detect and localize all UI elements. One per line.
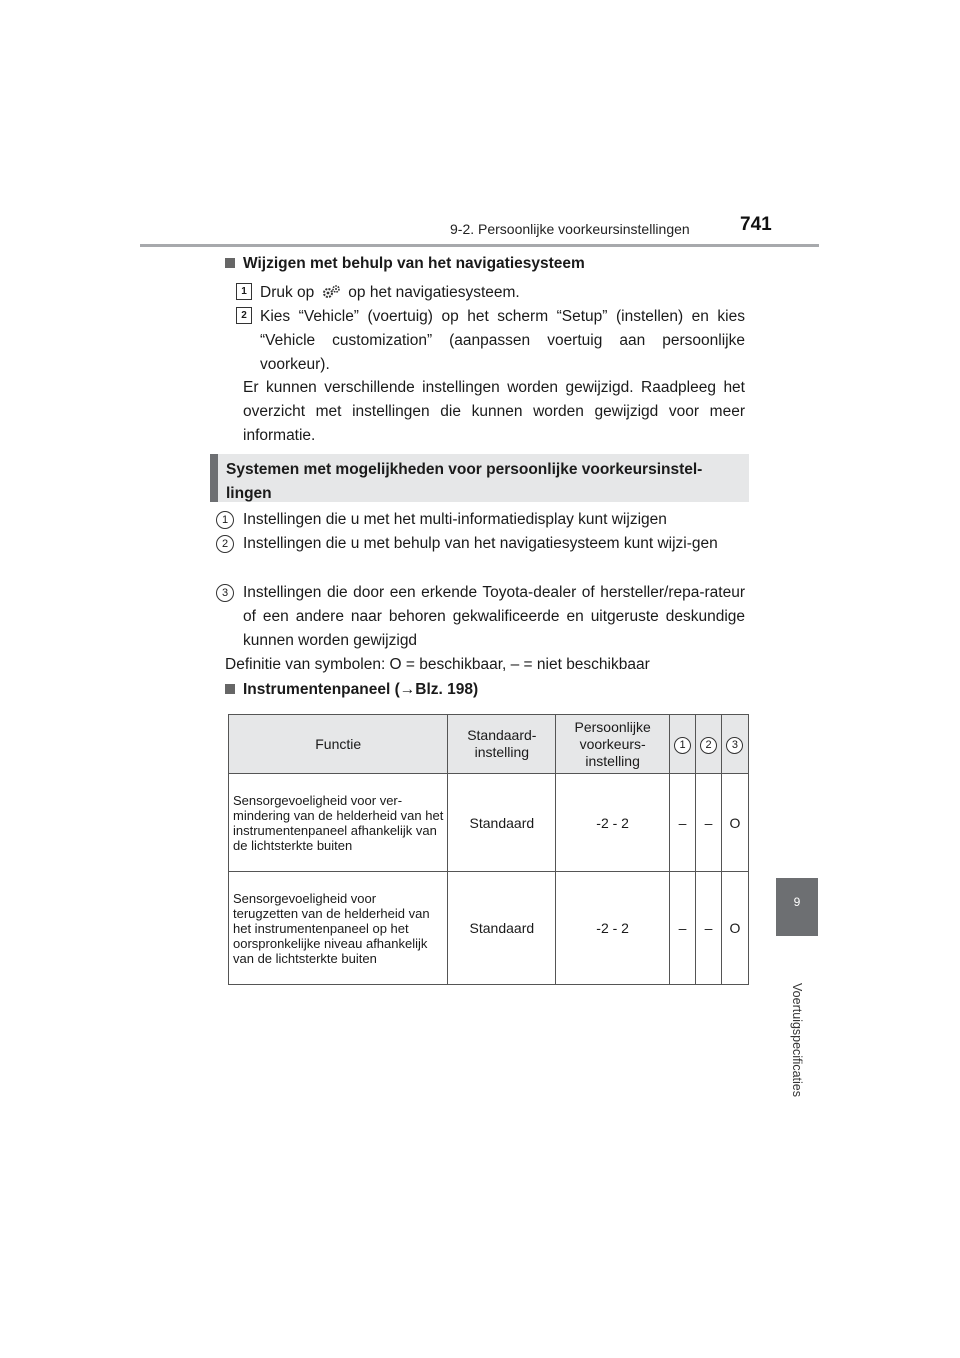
col-3: 3 xyxy=(721,715,748,774)
col-functie: Functie xyxy=(229,715,448,774)
instrument-panel-heading: Instrumentenpaneel (→Blz. 198) xyxy=(225,681,478,699)
cell-functie: Sensorgevoeligheid voor ver-mindering van de helderheid van het instrumentenpaneel afhankelijk van de lichtsterkte buiten xyxy=(229,774,448,872)
step-2-badge: 2 xyxy=(236,307,252,324)
step-1-text: Druk op op het navigatiesysteem. xyxy=(260,284,520,301)
col-persoonlijk: Persoonlijke voorkeurs-instelling xyxy=(556,715,670,774)
cell-c3: O xyxy=(721,774,748,872)
cell-c2: – xyxy=(696,774,722,872)
square-bullet-icon xyxy=(225,684,235,694)
page-reference-link[interactable]: Blz. 198) xyxy=(415,681,479,698)
table-header-row xyxy=(229,715,749,774)
setup-gear-icon xyxy=(320,284,342,300)
col-2: 2 xyxy=(696,715,722,774)
symbol-definition: Definitie van symbolen: O = beschikbaar, – = niet beschikbaar xyxy=(225,656,650,673)
cell-standaard: Standaard xyxy=(448,872,556,985)
systems-heading-accent xyxy=(210,454,218,502)
settings-table xyxy=(228,714,749,985)
page-number: 741 xyxy=(740,214,772,235)
cell-c1: – xyxy=(670,872,696,985)
cell-persoonlijk: -2 - 2 xyxy=(556,774,670,872)
table-row xyxy=(229,872,749,985)
cell-c2: – xyxy=(696,872,722,985)
legend-2-text: Instellingen die u met behulp van het navigatiesysteem kunt wijzi-gen xyxy=(243,535,718,552)
arrow-icon: → xyxy=(399,681,416,698)
cell-standaard: Standaard xyxy=(448,774,556,872)
chapter-label: Voertuigspecificaties xyxy=(790,983,804,1097)
table-row xyxy=(229,774,749,872)
cell-c1: – xyxy=(670,774,696,872)
running-header-section: 9-2. Persoonlijke voorkeursinstellingen xyxy=(450,221,690,237)
legend-1-text: Instellingen die u met het multi-informatiedisplay kunt wijzigen xyxy=(243,511,667,528)
chapter-tab: 9 xyxy=(776,878,818,936)
nav-note-paragraph: Er kunnen verschillende instellingen worden gewijzigd. Raadpleeg het overzicht met instellingen die kunnen worden gewijzigd voor meer informatie. xyxy=(243,379,745,444)
step-1-badge: 1 xyxy=(236,283,252,300)
legend-1-badge: 1 xyxy=(216,511,234,529)
legend-3-badge: 3 xyxy=(216,584,234,602)
cell-functie: Sensorgevoeligheid voor terugzetten van de helderheid van het instrumentenpaneel op het oorspronkelijke niveau afhankelijk van de lichtsterkte buiten xyxy=(229,872,448,985)
cell-c3: O xyxy=(721,872,748,985)
col-1: 1 xyxy=(670,715,696,774)
cell-persoonlijk: -2 - 2 xyxy=(556,872,670,985)
systems-heading: Systemen met mogelijkheden voor persoonlijke voorkeursinstel-lingen xyxy=(226,461,703,502)
square-bullet-icon xyxy=(225,258,235,268)
legend-3-text: Instellingen die door een erkende Toyota-dealer of hersteller/repa-rateur of een andere naar behoren gekwalificeerde en uitgeruste deskundige kunnen worden gewijzigd xyxy=(243,584,745,649)
nav-section-heading: Wijzigen met behulp van het navigatiesysteem xyxy=(225,255,585,273)
step-2-text: Kies “Vehicle” (voertuig) op het scherm “Setup” (instellen) en kies “Vehicle customization” (aanpassen voertuig aan persoonlijke voorkeur). xyxy=(260,308,745,373)
col-standaard: Standaard-instelling xyxy=(448,715,556,774)
header-divider xyxy=(140,244,819,247)
legend-2-badge: 2 xyxy=(216,535,234,553)
